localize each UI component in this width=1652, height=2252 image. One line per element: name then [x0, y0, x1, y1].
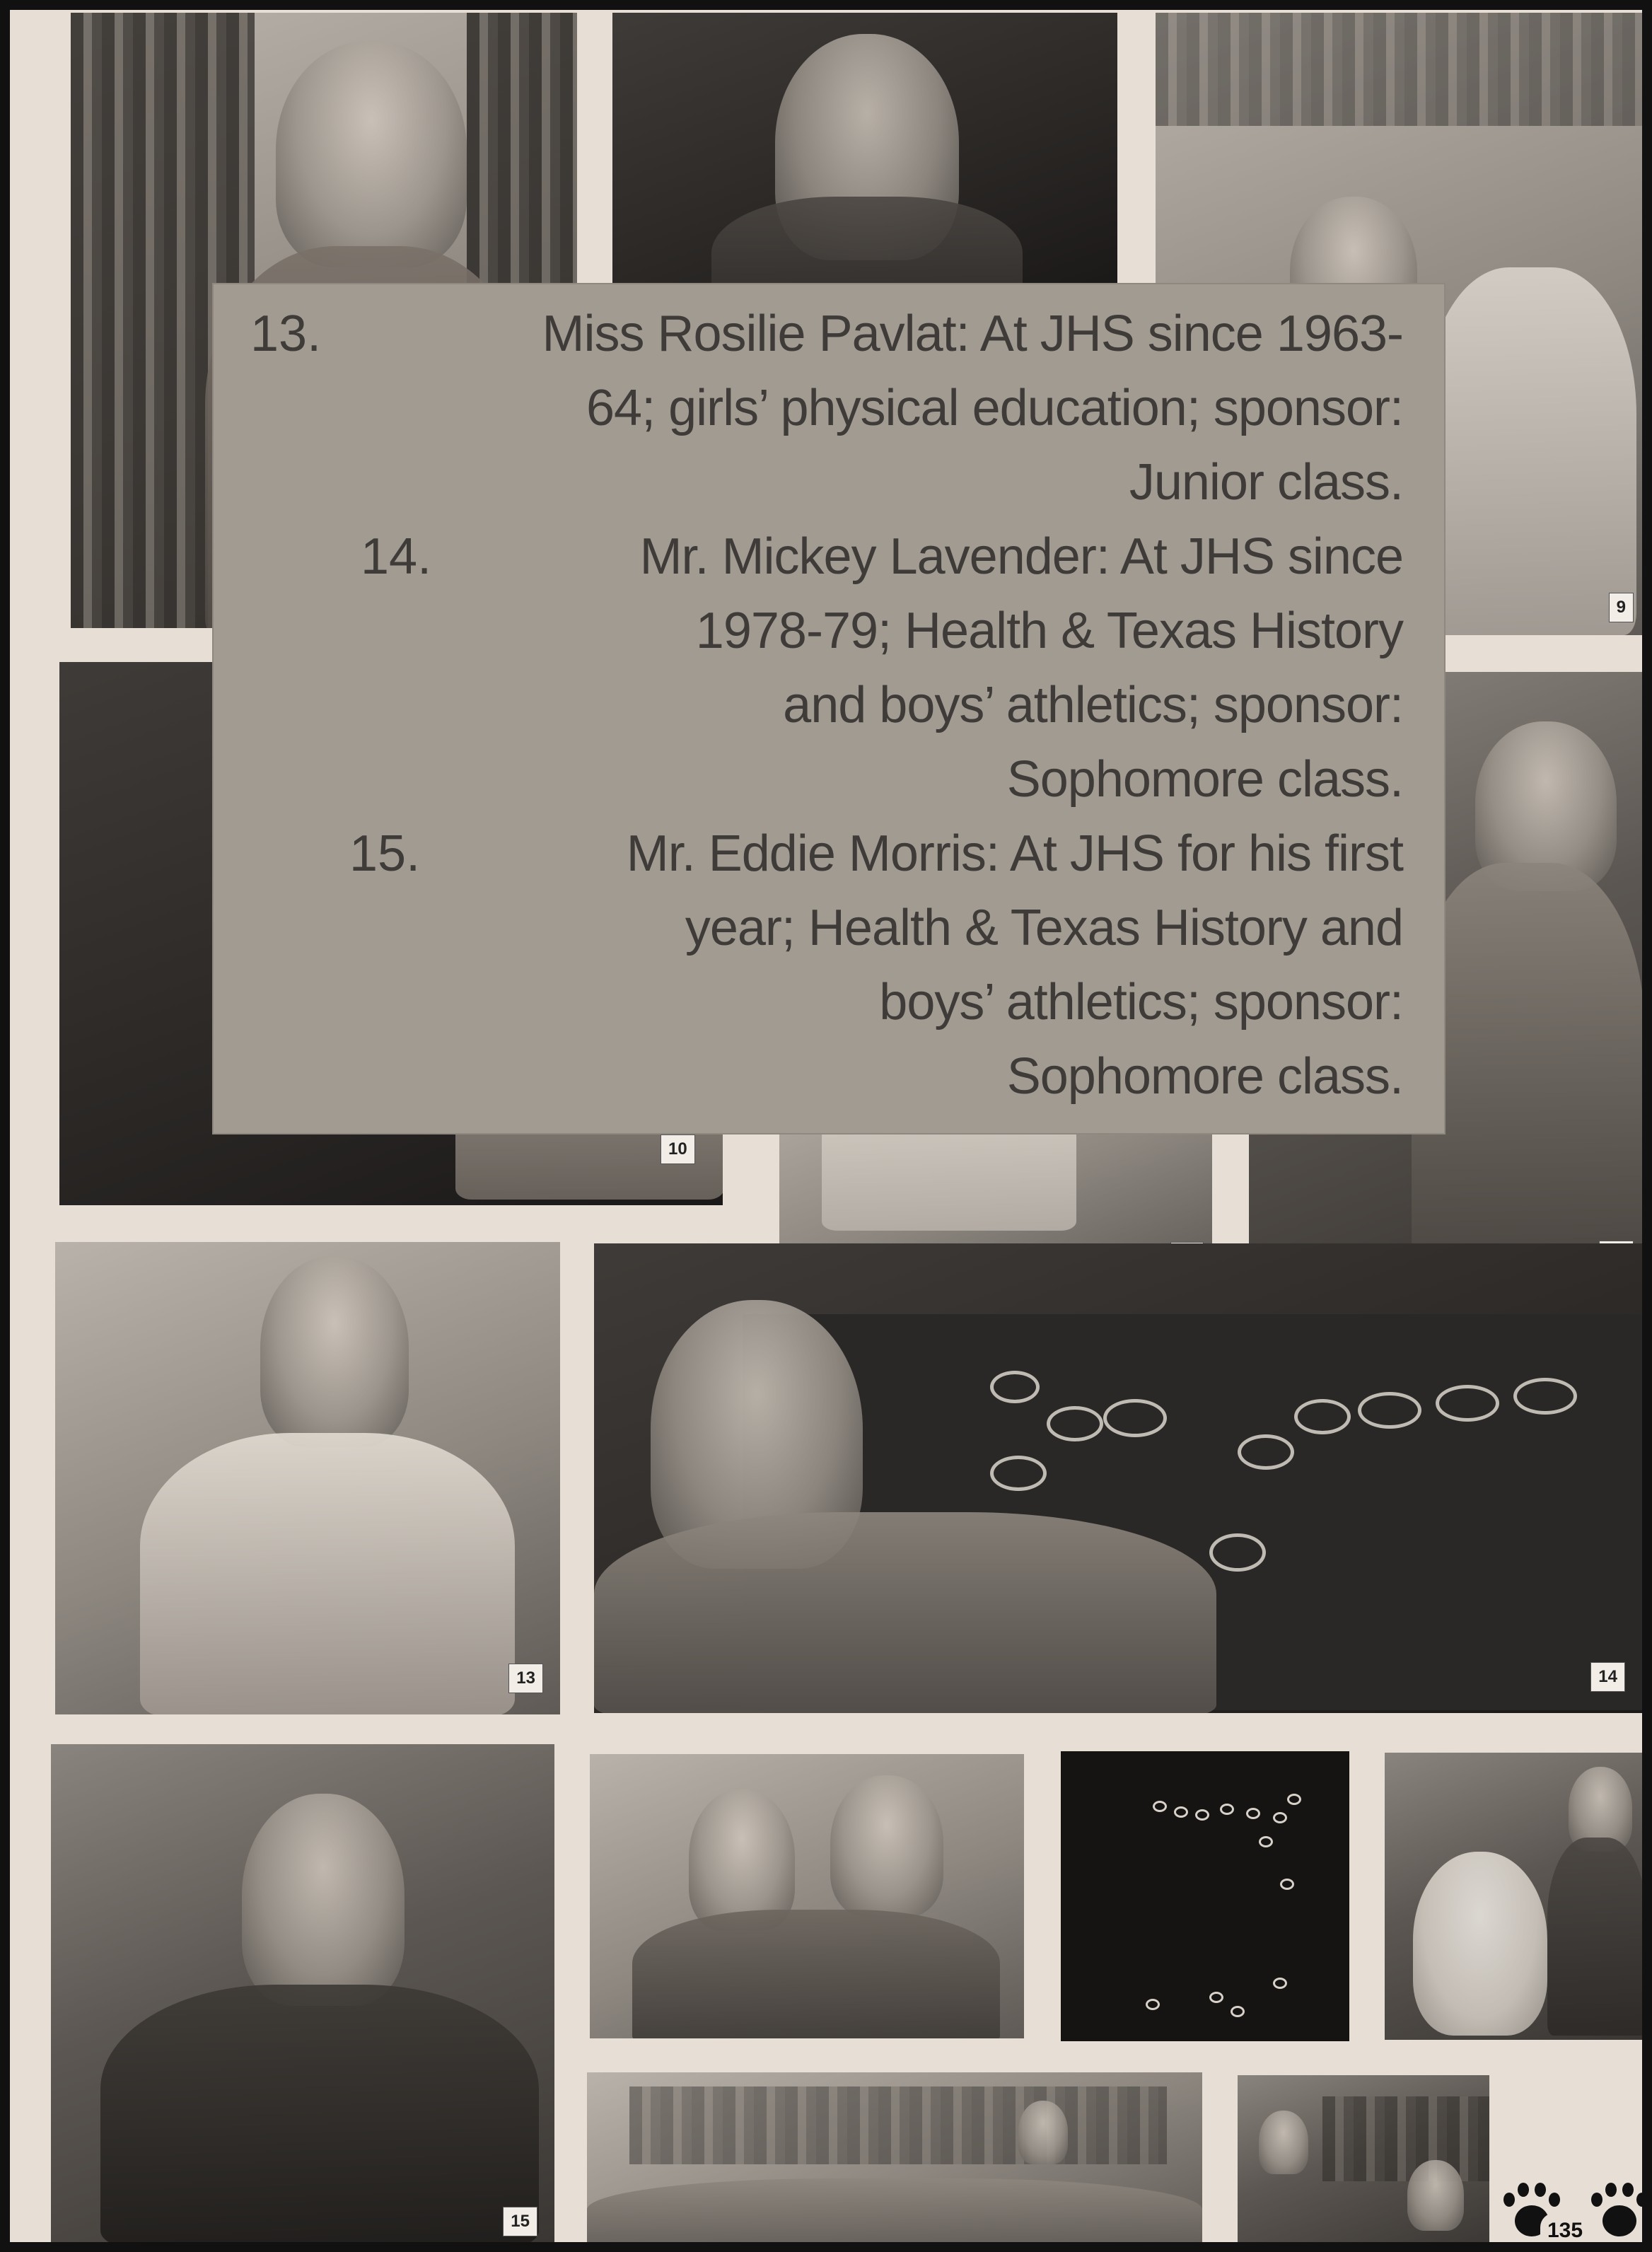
caption-number-14: 14.	[361, 528, 432, 585]
caption-entry-15-line2	[243, 891, 1403, 965]
caption-line: Miss Rosilie Pavlat: At JHS since 1963-	[542, 306, 1403, 362]
paw-print-icon	[1587, 2180, 1651, 2244]
caption-entry-14-line2	[243, 594, 1403, 668]
photo-teacher-hat	[612, 13, 1117, 289]
caption-line: Junior class.	[1129, 454, 1403, 511]
caption-line: year; Health & Texas History and	[685, 900, 1403, 956]
caption-line: Sophomore class.	[1006, 751, 1403, 808]
caption-text	[243, 297, 1403, 1114]
caption-entry-14-line4	[243, 743, 1403, 817]
caption-line: Mr. Mickey Lavender: At JHS since	[639, 528, 1403, 585]
caption-box	[214, 284, 1444, 1133]
photo-mickey-lavender	[594, 1243, 1642, 1713]
caption-entry-14-line3	[243, 668, 1403, 743]
caption-line: Mr. Eddie Morris: At JHS for his first	[626, 825, 1403, 882]
caption-entry-15-line4	[243, 1040, 1403, 1114]
caption-entry-15-line3	[243, 965, 1403, 1040]
caption-entry-13-line2	[243, 371, 1403, 446]
photo-rosilie-pavlat	[55, 1242, 560, 1714]
photo-classroom	[587, 2072, 1202, 2249]
caption-line: 1978-79; Health & Texas History	[695, 603, 1403, 659]
photo-number-15: 15	[503, 2207, 537, 2236]
caption-line: 64; girls’ physical education; sponsor:	[586, 380, 1403, 436]
caption-entry-13	[243, 297, 1403, 371]
photo-library-students	[1238, 2075, 1489, 2252]
photo-eddie-morris	[51, 1744, 554, 2242]
caption-entry-13-line3	[243, 446, 1403, 520]
caption-number-15: 15.	[349, 825, 421, 882]
photo-number-10: 10	[661, 1134, 695, 1164]
caption-number-13: 13.	[250, 306, 322, 362]
caption-line: boys’ athletics; sponsor:	[879, 974, 1403, 1031]
photo-number-13: 13	[508, 1664, 543, 1693]
caption-line: Sophomore class.	[1006, 1048, 1403, 1105]
caption-line: and boys’ athletics; sponsor:	[783, 677, 1403, 733]
photo-chalkboard-plays	[1061, 1751, 1349, 2041]
page-number: 135	[1540, 2213, 1590, 2248]
photo-snow-statue	[1385, 1753, 1642, 2040]
photo-number-9: 9	[1609, 593, 1634, 622]
photo-number-14: 14	[1590, 1662, 1625, 1692]
photo-two-teachers	[590, 1754, 1024, 2038]
